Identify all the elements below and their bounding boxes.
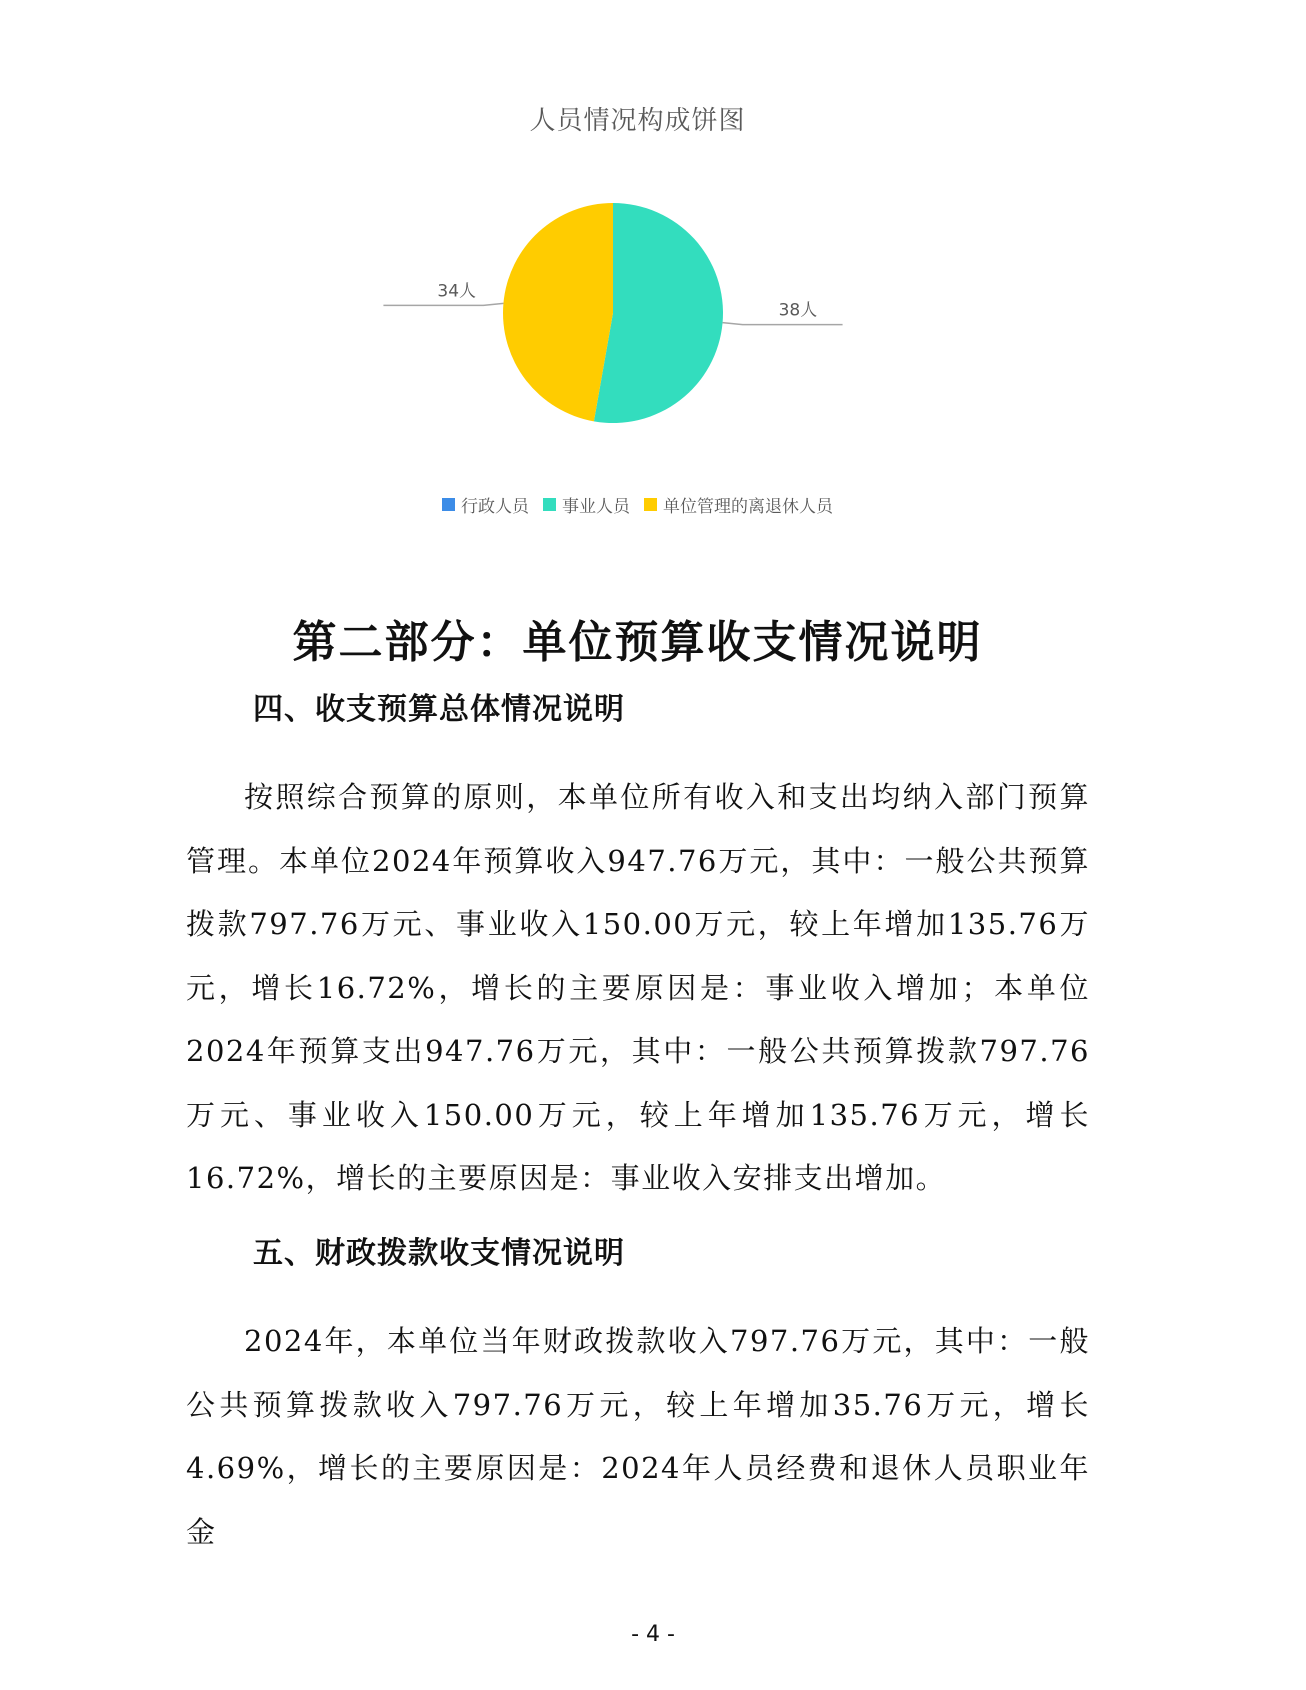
legend-label: 行政人员 [461, 497, 529, 517]
section-heading-fiscal: 五、财政拨款收支情况说明 [253, 1236, 625, 1271]
legend-swatch-icon [543, 498, 556, 511]
pie-slice-retired [503, 203, 613, 421]
page-number: - 4 - [631, 1622, 675, 1647]
chart-title: 人员情况构成饼图 [529, 106, 746, 136]
pie-chart [0, 0, 1306, 540]
legend-swatch-icon [644, 498, 657, 511]
section-paragraph-fiscal: 2024年，本单位当年财政拨款收入797.76万元，其中：一般公共预算拨款收入797.76万元，较上年增加35.76万元，增长4.69%，增长的主要原因是：2024年人员经费和退休人员职业年金 [186, 1324, 1090, 1549]
part-title: 第二部分：单位预算收支情况说明 [292, 617, 983, 668]
legend-swatch-icon [442, 498, 455, 511]
data-label-retired: 34人 [437, 281, 477, 302]
section-paragraph-overview: 按照综合预算的原则，本单位所有收入和支出均纳入部门预算管理。本单位2024年预算收入947.76万元，其中：一般公共预算拨款797.76万元、事业收入150.00万元，较上年增加135.76万元，增长16.72%，增长的主要原因是：事业收入增加；本单位2024年预算支出947.76万元，其中：一般公共预算拨款797.76万元、事业收入150.00万元，较上年增加135.76万元，增长16.72%，增长的主要原因是：事业收入安排支出增加。 [186, 780, 1090, 1195]
leader-line-retired [383, 303, 503, 305]
section-heading-overview: 四、收支预算总体情况说明 [253, 692, 625, 727]
pie-slice-staff [594, 203, 723, 423]
data-label-staff: 38人 [778, 300, 818, 321]
legend-item-staff [543, 492, 630, 517]
leader-line-staff [723, 323, 843, 325]
legend-label: 单位管理的离退休人员 [663, 497, 833, 517]
legend-label: 事业人员 [562, 497, 630, 517]
legend-item-retired [644, 492, 833, 517]
chart-legend [0, 492, 1275, 517]
legend-item-admin [442, 492, 529, 517]
